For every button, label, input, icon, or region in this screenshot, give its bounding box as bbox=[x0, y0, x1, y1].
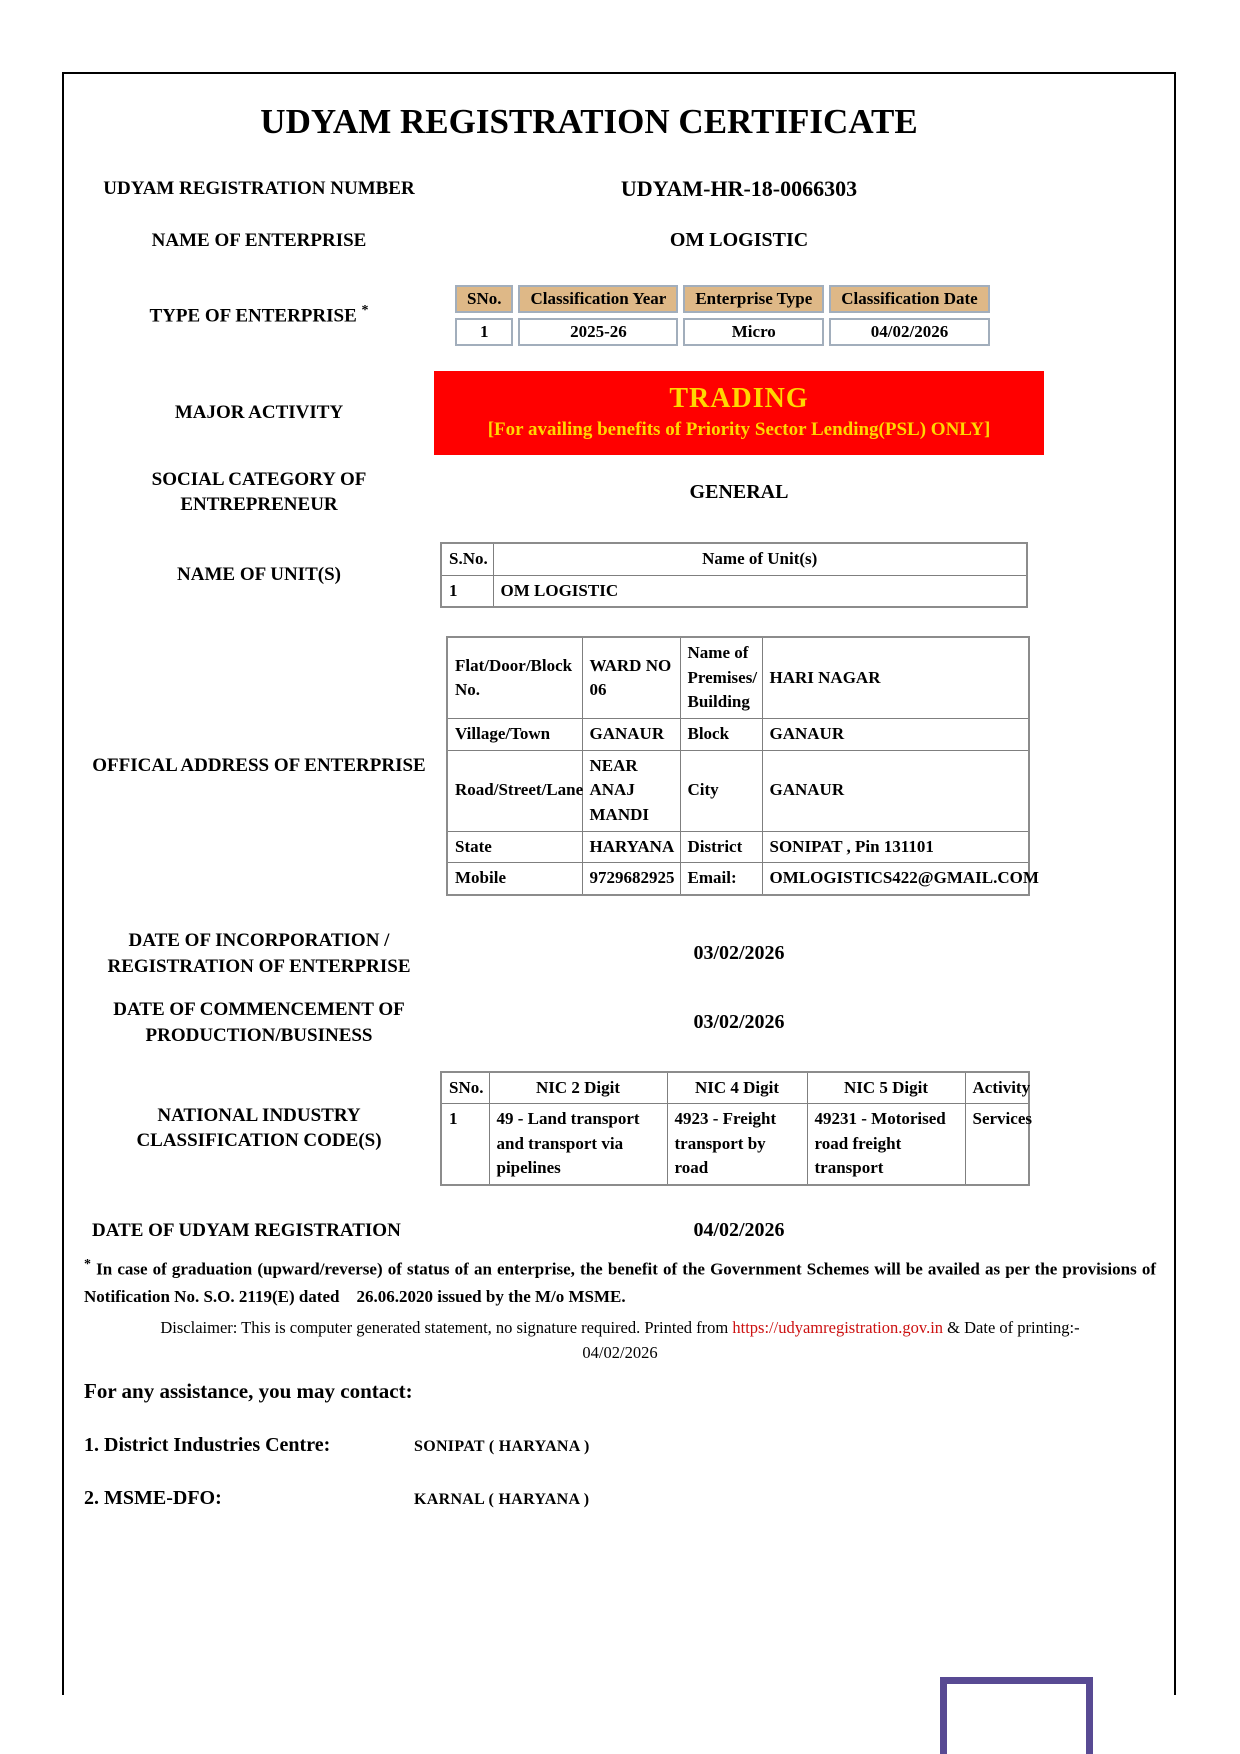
disclaimer-text: Disclaimer: This is computer generated statement, no signature required. Printed from https://udyamregistration.gov.in & Date of printing:- 04/02/2026 bbox=[160, 1317, 1080, 1362]
msme-dfo-value: KARNAL ( HARYANA ) bbox=[414, 1491, 590, 1509]
column-header: SNo. bbox=[441, 1072, 489, 1104]
table-cell: NEAR ANAJ MANDI bbox=[582, 750, 680, 831]
enterprise-name-label: NAME OF ENTERPRISE bbox=[151, 230, 367, 251]
table-cell: Block bbox=[680, 719, 762, 751]
udyam-registration-date-value: 04/02/2026 bbox=[693, 1219, 785, 1242]
table-header-row bbox=[441, 543, 1027, 575]
column-header: Classification Date bbox=[829, 285, 989, 313]
incorporation-date-value: 03/02/2026 bbox=[693, 942, 785, 965]
registration-number-label: UDYAM REGISTRATION NUMBER bbox=[103, 178, 415, 200]
major-activity-value: TRADING bbox=[669, 382, 809, 414]
incorporation-date-row bbox=[84, 928, 1174, 979]
table-cell: 04/02/2026 bbox=[829, 318, 989, 346]
udyam-registration-link[interactable]: https://udyamregistration.gov.in bbox=[732, 1317, 944, 1337]
commencement-date-label: DATE OF COMMENCEMENT OF PRODUCTION/BUSINESS bbox=[113, 999, 405, 1046]
table-cell: 2025-26 bbox=[518, 318, 678, 346]
units-row bbox=[84, 542, 1174, 608]
address-table bbox=[446, 636, 1039, 896]
table-cell: 1 bbox=[441, 575, 493, 607]
table-header-row bbox=[441, 1072, 1029, 1104]
table-cell: OMLOGISTICS422@GMAIL.COM bbox=[762, 863, 1029, 895]
column-header: Enterprise Type bbox=[683, 285, 824, 313]
table-cell: SONIPAT , Pin 131101 bbox=[762, 831, 1029, 863]
table-cell: State bbox=[447, 831, 582, 863]
incorporation-date-label: DATE OF INCORPORATION / REGISTRATION OF ENTERPRISE bbox=[107, 929, 411, 977]
printing-date: 04/02/2026 bbox=[582, 1342, 658, 1362]
registration-number-row bbox=[84, 176, 1174, 202]
table-cell: GANAUR bbox=[762, 719, 1029, 751]
table-cell: Mobile bbox=[447, 863, 582, 895]
type-of-enterprise-table bbox=[450, 280, 995, 351]
table-cell: Email: bbox=[680, 863, 762, 895]
table-cell: HARI NAGAR bbox=[762, 637, 1029, 718]
table-cell: WARD NO 06 bbox=[582, 637, 680, 718]
table-row bbox=[447, 750, 1029, 831]
msme-dfo-label: 2. MSME-DFO: bbox=[84, 1487, 222, 1510]
social-category-row bbox=[84, 467, 1174, 518]
asterisk-marker: * bbox=[361, 302, 369, 318]
qr-code-frame bbox=[940, 1677, 1093, 1754]
enterprise-name-row bbox=[84, 228, 1174, 254]
certificate-frame bbox=[62, 72, 1176, 1695]
table-row bbox=[447, 637, 1029, 718]
table-cell: 49 - Land transport and transport via pipelines bbox=[489, 1104, 667, 1185]
units-table bbox=[440, 542, 1028, 608]
table-cell: 1 bbox=[441, 1104, 489, 1185]
table-cell: Micro bbox=[683, 318, 824, 346]
table-row bbox=[447, 831, 1029, 863]
page-title: UDYAM REGISTRATION CERTIFICATE bbox=[260, 102, 918, 141]
table-row bbox=[447, 719, 1029, 751]
table-cell: Village/Town bbox=[447, 719, 582, 751]
column-header: Classification Year bbox=[518, 285, 678, 313]
udyam-registration-date-row bbox=[84, 1218, 1174, 1244]
commencement-date-row bbox=[84, 997, 1174, 1048]
table-cell: HARYANA bbox=[582, 831, 680, 863]
social-category-value: GENERAL bbox=[689, 480, 789, 503]
column-header: NIC 5 Digit bbox=[807, 1072, 965, 1104]
table-row bbox=[455, 318, 990, 346]
table-cell: Road/Street/Lane bbox=[447, 750, 582, 831]
major-activity-row bbox=[84, 371, 1174, 455]
enterprise-name-value: OM LOGISTIC bbox=[669, 229, 809, 252]
type-of-enterprise-row bbox=[84, 280, 1174, 351]
nic-table bbox=[440, 1071, 1030, 1187]
column-header: S.No. bbox=[441, 543, 493, 575]
commencement-date-value: 03/02/2026 bbox=[693, 1011, 785, 1034]
table-cell: 9729682925 bbox=[582, 863, 680, 895]
table-cell: 1 bbox=[455, 318, 513, 346]
table-cell: 4923 - Freight transport by road bbox=[667, 1104, 807, 1185]
column-header: SNo. bbox=[455, 285, 513, 313]
registration-number-value: UDYAM-HR-18-0066303 bbox=[620, 176, 858, 201]
assistance-item-dic bbox=[84, 1434, 1174, 1457]
column-header: Activity bbox=[965, 1072, 1029, 1104]
table-cell: Flat/Door/Block No. bbox=[447, 637, 582, 718]
major-activity-banner bbox=[434, 371, 1044, 455]
assistance-heading: For any assistance, you may contact: bbox=[84, 1379, 413, 1404]
table-row bbox=[447, 863, 1029, 895]
major-activity-label: MAJOR ACTIVITY bbox=[174, 401, 344, 423]
column-header: NIC 4 Digit bbox=[667, 1072, 807, 1104]
type-of-enterprise-label: TYPE OF ENTERPRISE * bbox=[149, 302, 369, 326]
column-header: NIC 2 Digit bbox=[489, 1072, 667, 1104]
table-cell: OM LOGISTIC bbox=[493, 575, 1027, 607]
address-row bbox=[84, 636, 1174, 896]
dic-label: 1. District Industries Centre: bbox=[84, 1434, 331, 1457]
assistance-item-msme-dfo bbox=[84, 1487, 1174, 1510]
psl-note: [For availing benefits of Priority Sector Lending(PSL) ONLY] bbox=[487, 418, 991, 440]
table-cell: District bbox=[680, 831, 762, 863]
address-label: OFFICAL ADDRESS OF ENTERPRISE bbox=[92, 755, 426, 777]
units-label: NAME OF UNIT(S) bbox=[177, 564, 341, 586]
social-category-label: SOCIAL CATEGORY OF ENTREPRENEUR bbox=[151, 468, 367, 516]
table-cell: Name of Premises/ Building bbox=[680, 637, 762, 718]
table-row bbox=[441, 575, 1027, 607]
dic-value: SONIPAT ( HARYANA ) bbox=[414, 1438, 590, 1456]
table-cell: Services bbox=[965, 1104, 1029, 1185]
asterisk-marker: * bbox=[84, 1256, 91, 1272]
graduation-footnote: * In case of graduation (upward/reverse) of status of an enterprise, the benefit of the Government Schemes will be availed as per the provisions of Notification No. S.O. 2119(E) dated 26.06.2020 issued by the M/o MSME. bbox=[84, 1256, 1156, 1306]
table-cell: GANAUR bbox=[762, 750, 1029, 831]
table-cell: 49231 - Motorised road freight transport bbox=[807, 1104, 965, 1185]
table-row bbox=[441, 1104, 1029, 1185]
table-header-row bbox=[455, 285, 990, 313]
nic-row bbox=[84, 1071, 1174, 1187]
nic-label: NATIONAL INDUSTRY CLASSIFICATION CODE(S) bbox=[136, 1104, 382, 1152]
udyam-registration-date-label: DATE OF UDYAM REGISTRATION bbox=[92, 1220, 401, 1242]
table-cell: GANAUR bbox=[582, 719, 680, 751]
table-cell: City bbox=[680, 750, 762, 831]
column-header: Name of Unit(s) bbox=[493, 543, 1027, 575]
